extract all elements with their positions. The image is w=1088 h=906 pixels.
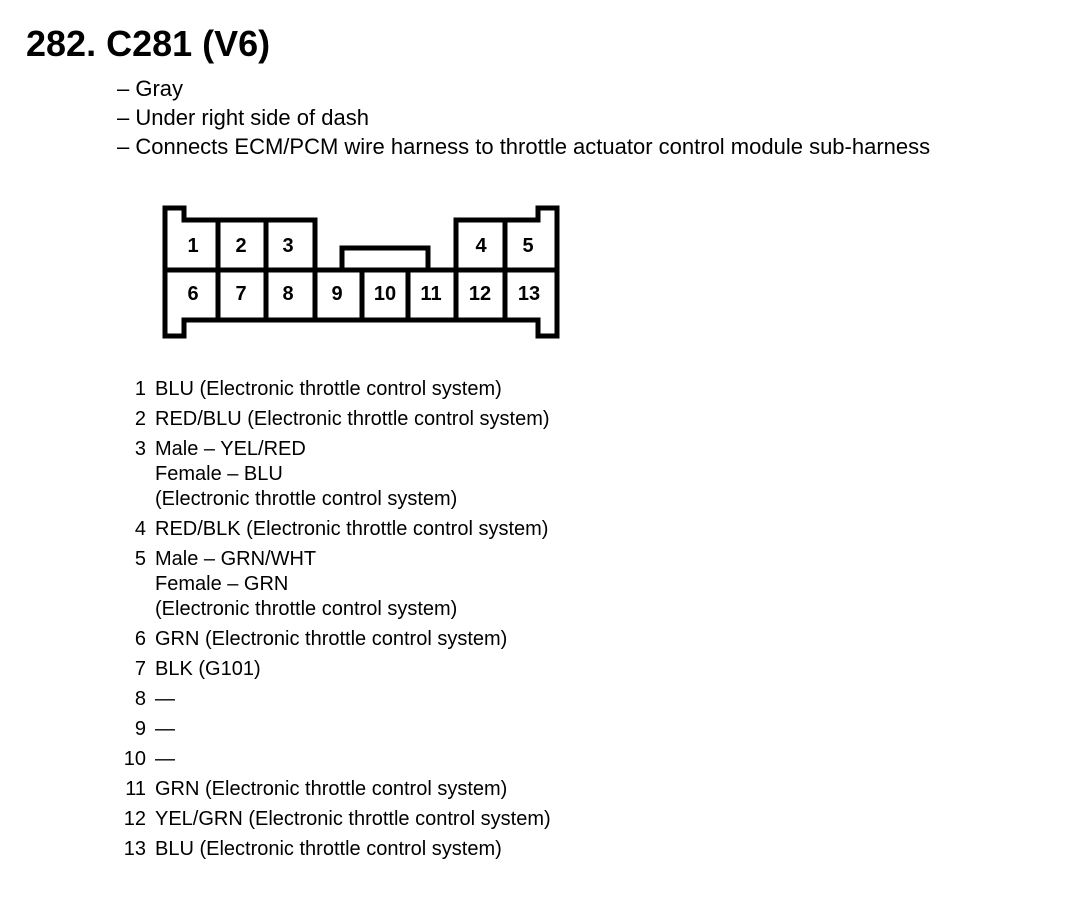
pin-description	[155, 407, 550, 432]
pin-number: 7	[134, 658, 146, 680]
pin-description	[155, 747, 175, 772]
connector-notes	[117, 74, 930, 161]
pin-description	[155, 837, 502, 862]
pin-line: (Electronic throttle control system)	[155, 598, 458, 620]
pin-description	[155, 717, 175, 742]
pin-line: GRN (Electronic throttle control system)	[155, 628, 508, 650]
pin-description	[155, 437, 457, 512]
pin-line: RED/BLU (Electronic throttle control system)	[155, 408, 550, 430]
pin-line: —	[155, 718, 175, 740]
pin-row	[118, 777, 551, 802]
pin-description	[155, 807, 551, 832]
note-color: – Gray	[117, 76, 184, 101]
cavity-8: 8	[282, 283, 294, 305]
cavity-4: 4	[475, 235, 487, 257]
pin-line: Female – BLU	[155, 463, 283, 485]
pin-line: Male – GRN/WHT	[155, 548, 317, 570]
pin-line: BLU (Electronic throttle control system)	[155, 378, 502, 400]
pin-line: YEL/GRN (Electronic throttle control system)	[155, 808, 551, 830]
pin-number: 5	[134, 548, 146, 570]
cavity-11: 11	[420, 283, 442, 305]
pin-description	[155, 517, 548, 542]
cavity-2: 2	[235, 235, 247, 257]
pin-description	[155, 687, 175, 712]
page-title: 282. C281 (V6)	[26, 23, 271, 64]
pin-description	[155, 777, 507, 802]
pin-row	[118, 747, 551, 772]
pin-row	[118, 687, 551, 712]
connector-diagram	[160, 200, 562, 342]
pin-number: 13	[123, 838, 146, 860]
pin-number: 3	[134, 438, 146, 460]
pin-line: —	[155, 748, 175, 770]
pin-number: 1	[134, 378, 146, 400]
pin-row	[118, 547, 551, 622]
cavity-6: 6	[187, 283, 199, 305]
pin-number: 8	[134, 688, 146, 710]
cavity-13: 13	[517, 283, 541, 305]
pin-line: (Electronic throttle control system)	[155, 488, 458, 510]
pin-number: 4	[134, 518, 146, 540]
pin-description	[155, 657, 261, 682]
pin-row	[118, 717, 551, 742]
pin-row	[118, 837, 551, 862]
pin-line: Male – YEL/RED	[155, 438, 306, 460]
pin-row	[118, 517, 551, 542]
cavity-1: 1	[187, 235, 199, 257]
note-location: – Under right side of dash	[117, 105, 369, 130]
pin-row	[118, 437, 551, 512]
note-connection: – Connects ECM/PCM wire harness to throttle actuator control module sub-harness	[117, 134, 931, 159]
pin-line: RED/BLK (Electronic throttle control system)	[155, 518, 549, 540]
pin-description	[155, 377, 502, 402]
pin-number: 12	[123, 808, 146, 830]
top-row-dividers	[218, 220, 505, 270]
pin-row	[118, 377, 551, 402]
pin-line: GRN (Electronic throttle control system)	[155, 778, 508, 800]
pin-list	[118, 377, 551, 867]
pin-number: 11	[125, 778, 146, 800]
pin-row	[118, 407, 551, 432]
pin-line: Female – GRN	[155, 573, 289, 595]
cavity-9: 9	[331, 283, 343, 305]
pin-number: 9	[134, 718, 146, 740]
pin-row	[118, 627, 551, 652]
pin-description	[155, 547, 457, 622]
pin-description	[155, 627, 507, 652]
pin-number: 2	[134, 408, 146, 430]
pin-number: 10	[123, 748, 146, 770]
pin-line: —	[155, 688, 175, 710]
cavity-3: 3	[282, 235, 294, 257]
pin-line: BLK (G101)	[155, 658, 261, 680]
cavity-12: 12	[468, 283, 492, 305]
pin-number: 6	[134, 628, 146, 650]
pin-row	[118, 657, 551, 682]
pin-row	[118, 807, 551, 832]
cavity-7: 7	[235, 283, 247, 305]
cavity-10: 10	[373, 283, 397, 305]
pin-line: BLU (Electronic throttle control system)	[155, 838, 502, 860]
bottom-row-dividers	[218, 270, 505, 320]
cavity-5: 5	[522, 235, 534, 257]
